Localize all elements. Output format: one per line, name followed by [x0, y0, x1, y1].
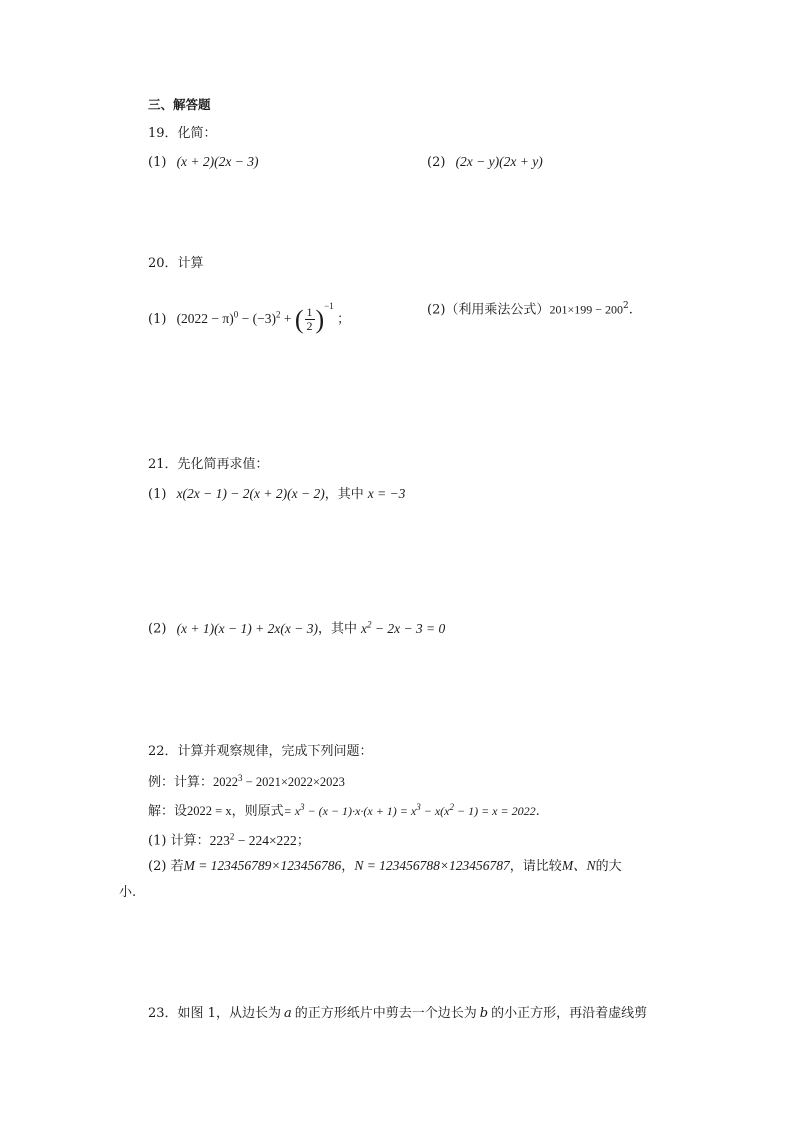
- q22-solution-mid: ，则原式: [231, 804, 284, 819]
- q22-solution-label: 解：设: [148, 804, 188, 819]
- sol-exp3: 2: [449, 802, 454, 812]
- q20-part1-expr: $(2022 - \pi)^0 - (-3)^2$ + ( $\frac{1}{2}$ )$^{-1}$: [176, 301, 334, 334]
- q19-part1-expr: (x + 2)(2x − 3): [176, 154, 259, 169]
- q22-example-label: 例：计算：: [148, 775, 214, 791]
- q23-var-a: a: [283, 1006, 292, 1021]
- q22-part1-tail: ；: [296, 833, 310, 849]
- q22-part2-text-a: 若: [170, 859, 184, 874]
- cond-var: x: [360, 620, 367, 636]
- q20-part1-tail: ；: [337, 312, 351, 327]
- q21-part1: [148, 484, 405, 505]
- p1-base: 223: [209, 832, 230, 848]
- q21-part2-cond: [361, 621, 445, 636]
- q19-part2: [427, 152, 543, 173]
- fraction-denominator: 2: [306, 319, 313, 334]
- q20-part1-fraction: [305, 306, 315, 333]
- q20-part1-term2: − (−3): [238, 311, 276, 326]
- q19-part2-label: (2): [427, 155, 446, 170]
- q20-part2-label: (2): [427, 302, 446, 318]
- q22-part1-label: (1): [148, 833, 167, 849]
- q23-heading-c: 的小正方形，再沿着虚线剪: [491, 1006, 648, 1021]
- q22-part2-text-b: ，请比较: [509, 859, 562, 874]
- q21-part2-label: (2): [148, 621, 167, 637]
- q22-part2-sep: ，: [341, 859, 355, 874]
- q22-part2-N: N = 123456788×123456787: [354, 858, 510, 873]
- q20-part1-plus: +: [280, 311, 295, 326]
- q23-var-b: b: [479, 1006, 489, 1021]
- p1-rest: − 224×222: [234, 832, 297, 848]
- q22-example-expr: [213, 775, 345, 789]
- q20-part2-tail: .: [628, 302, 633, 318]
- sol-exp1: 3: [300, 802, 305, 812]
- sol-b: − (x − 1)·x·(x + 1) = x: [304, 804, 417, 818]
- q22-part2: [148, 856, 622, 877]
- example-rest: − 2021×2022×2023: [242, 775, 345, 790]
- q21-part2-text: ，其中: [317, 621, 357, 637]
- q22-solution-let: 2022 = x: [187, 804, 232, 818]
- q21-part2: [148, 614, 445, 640]
- p1-exp: 2: [229, 831, 235, 841]
- sol-d: − 1) = x = 2022: [453, 804, 536, 818]
- q22-part2-M: M = 123456789×123456786: [183, 858, 342, 873]
- sol-a: = x: [283, 804, 301, 818]
- q20-part2-exp: 2: [622, 301, 629, 311]
- q23-heading: [148, 1004, 647, 1024]
- q19-heading: 19．化简：: [148, 126, 217, 141]
- sol-exp2: 3: [416, 802, 421, 812]
- q22-part1-text: 计算：: [170, 833, 210, 849]
- q20-part1-exp3: −1: [324, 301, 334, 311]
- q21-part1-text: ，其中: [324, 487, 364, 502]
- q22-part1-expr: [210, 833, 297, 848]
- section-title: 三、解答题: [148, 97, 211, 112]
- q22-example: [148, 768, 345, 793]
- q20-part1-term1: (2022 − π): [176, 311, 234, 326]
- q19-part1: [148, 152, 259, 173]
- cond-rest: − 2x − 3 = 0: [371, 620, 446, 636]
- q20-part1-exp2: 2: [275, 309, 281, 320]
- q19-part1-label: (1): [148, 155, 167, 170]
- q22-solution: [148, 797, 540, 822]
- q22-part2-vars: M、N: [561, 858, 596, 873]
- example-exp: 3: [238, 773, 243, 783]
- q22-part2-label: (2): [148, 859, 167, 874]
- q20-part1-label: (1): [148, 312, 167, 327]
- q22-part2-wrap: 小.: [119, 885, 137, 900]
- q21-part1-label: (1): [148, 487, 167, 502]
- q22-heading: 22．计算并观察规律，完成下列问题：: [148, 744, 373, 759]
- q22-solution-expr: [284, 804, 536, 818]
- q20-heading: 20．计算: [148, 256, 204, 271]
- q23-heading-a: 23．如图 1，从边长为: [148, 1006, 281, 1021]
- q21-part2-expr: (x + 1)(x − 1) + 2x(x − 3): [176, 620, 318, 636]
- q23-heading-b: 的正方形纸片中剪去一个边长为: [294, 1006, 477, 1021]
- q19-part2-expr: (2x − y)(2x + y): [455, 154, 543, 169]
- cond-exp: 2: [366, 619, 372, 629]
- q22-solution-tail: .: [535, 804, 540, 819]
- q20-part1-exp1: 0: [233, 309, 239, 320]
- q21-heading: 21．先化简再求值：: [148, 457, 269, 472]
- q21-part1-expr: x(2x − 1) − 2(x + 2)(x − 2): [176, 486, 325, 501]
- q20-part2-text: （利用乘法公式）: [445, 302, 550, 318]
- q22-part2-text-c: 的大: [595, 859, 622, 874]
- example-base: 2022: [213, 775, 239, 790]
- sol-c: − x(x: [420, 804, 450, 818]
- q21-part1-cond: x = −3: [367, 486, 406, 501]
- fraction-numerator: 1: [306, 305, 313, 320]
- q20-part1: [148, 288, 350, 338]
- q20-part2: [427, 296, 633, 320]
- q20-part2-expr: 201×199 − 200: [549, 302, 623, 317]
- q22-part1: [148, 826, 310, 852]
